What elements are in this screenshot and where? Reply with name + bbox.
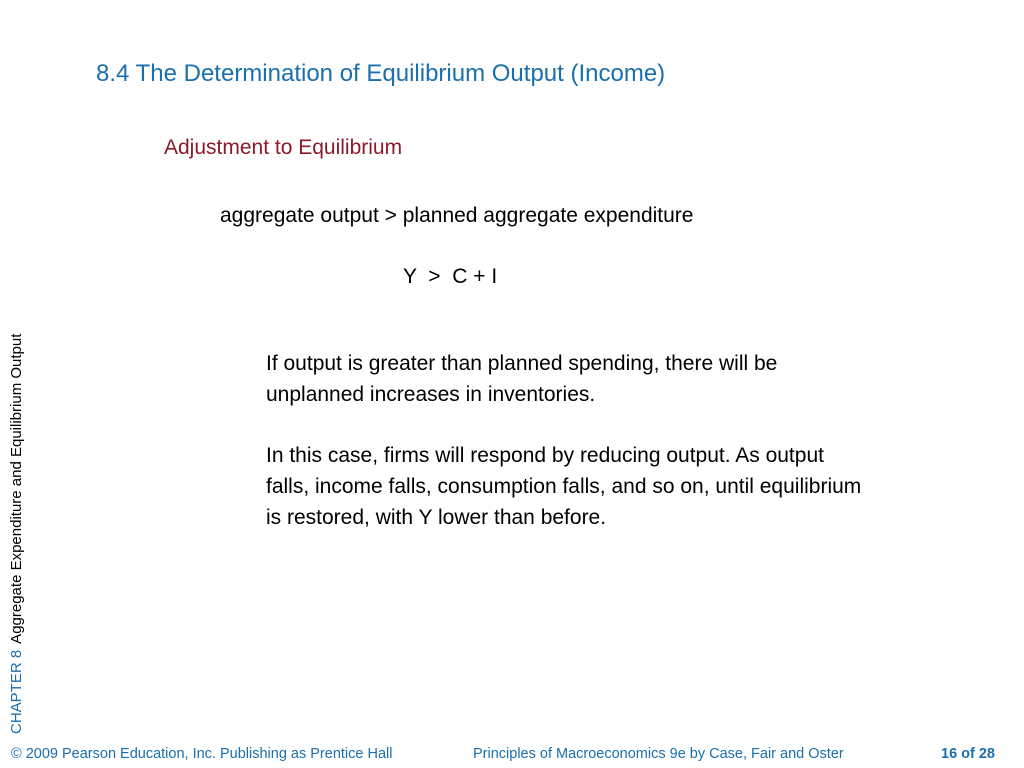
slide-title: 8.4 The Determination of Equilibrium Output (Income) bbox=[96, 60, 666, 87]
chapter-title: Aggregate Expenditure and Equilibrium Output bbox=[8, 333, 25, 644]
footer-book-title: Principles of Macroeconomics 9e by Case, Fair and Oster bbox=[473, 746, 844, 762]
paragraph-inventories: If output is greater than planned spending, there will be unplanned increases in inventories. bbox=[266, 352, 778, 406]
footer-copyright: © 2009 Pearson Education, Inc. Publishing as Prentice Hall bbox=[11, 746, 393, 762]
inequality-statement: aggregate output > planned aggregate expenditure bbox=[220, 204, 694, 227]
slide-subtitle: Adjustment to Equilibrium bbox=[164, 136, 403, 159]
chapter-label: CHAPTER 8 bbox=[8, 649, 25, 734]
chapter-sidebar bbox=[8, 334, 25, 734]
page-number: 16 of 28 bbox=[941, 746, 995, 762]
equation: Y > C + I bbox=[403, 265, 498, 288]
paragraph-adjustment: In this case, firms will respond by reducing output. As output falls, income falls, consumption falls, and so on, until equilibrium is restored, with Y lower than before. bbox=[266, 444, 862, 529]
